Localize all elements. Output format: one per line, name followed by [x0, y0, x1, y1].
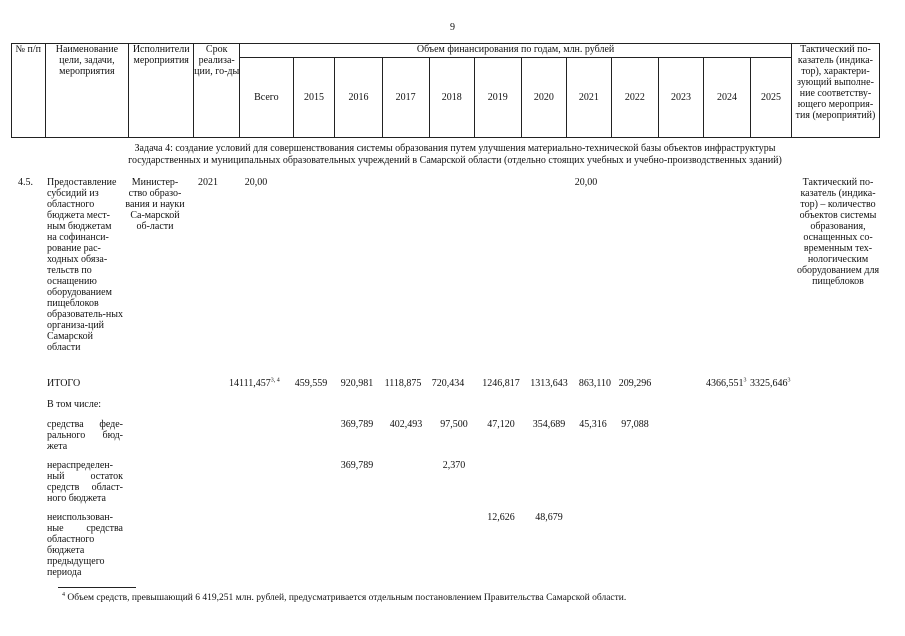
itogo-2018: 720,434 — [431, 378, 465, 389]
itogo-2020: 1313,643 — [530, 378, 568, 389]
unallocated-label: нераспределен-ный остаток средств област-ного бюджета — [47, 460, 123, 504]
federal-2020: 354,689 — [532, 419, 566, 430]
header-year: 2019 — [474, 58, 521, 138]
unallocated-2018: 2,370 — [442, 460, 466, 471]
header-indicator: Тактический по-казатель (индика-тор), характери-зующий выполне-ние соответству-ющего мероприя-тия (мероприятий) — [791, 44, 879, 138]
footnote — [62, 593, 626, 603]
header-term: Срок реализа-ции, го-ды — [194, 44, 240, 138]
task-line-1: Задача 4: создание условий для совершенствования системы образования путем улучшения материально-технической базы объектов инфраструктуры — [134, 143, 776, 154]
task-line-2: государственных и муниципальных образовательных учреждений в Самарской области (отдельно стоящих учебных и учебно-производственных зданий) — [128, 155, 782, 166]
row-term: 2021 — [198, 177, 218, 188]
row-indicator: Тактический по-казатель (индика-тор) – количество объектов системы образования, оснащенных со-временным тех-нологическим оборудованием для пищеблоков — [796, 177, 880, 287]
header-num: № п/п — [12, 44, 46, 138]
federal-2018: 97,500 — [440, 419, 468, 430]
itogo-2025: 3325,646$^3$ — [750, 377, 791, 389]
unused-2019: 12,626 — [487, 512, 515, 523]
federal-2019: 47,120 — [487, 419, 515, 430]
footnote-mark: 4 — [62, 591, 65, 598]
itogo-2024: 4366,551$^3$ — [706, 377, 747, 389]
row-executor: Министер-ство образо-вания и науки Са-марской об-ласти — [125, 177, 185, 232]
header-year: 2021 — [566, 58, 611, 138]
row-name: Предоставление субсидий из областного бюджета мест-ным бюджетам на софинанси-рование рас-ходных обяза-тельств по оснащению оборудованием пищеблоков образователь-ных организа-ций Самарской области — [47, 177, 123, 353]
itogo-2015: 459,559 — [294, 378, 328, 389]
header-table — [11, 43, 880, 138]
federal-2022: 97,088 — [621, 419, 649, 430]
header-year: 2018 — [429, 58, 474, 138]
header-year: 2020 — [521, 58, 566, 138]
federal-2016: 369,789 — [340, 419, 374, 430]
federal-2017: 402,493 — [389, 419, 423, 430]
unused-label: неиспользован-ные средства областного бюджета предыдущего периода — [47, 512, 123, 578]
footnote-text: Объем средств, превышающий 6 419,251 млн. рублей, предусматривается отдельным постановлением Правительства Самарской области. — [67, 593, 627, 603]
header-year: 2024 — [703, 58, 750, 138]
header-year: 2017 — [382, 58, 429, 138]
federal-label: средства феде-рального бюд-жета — [47, 419, 123, 452]
header-year: 2025 — [751, 58, 792, 138]
header-year: 2016 — [335, 58, 382, 138]
unallocated-2016: 369,789 — [340, 460, 374, 471]
itogo-2017: 1118,875 — [384, 378, 422, 389]
itogo-2016: 920,981 — [340, 378, 374, 389]
header-name: Наименование цели, задачи, мероприятия — [45, 44, 129, 138]
including-label: В том числе: — [47, 399, 102, 410]
itogo-2019: 1246,817 — [482, 378, 520, 389]
header-year: 2015 — [293, 58, 335, 138]
row-2021: 20,00 — [574, 177, 598, 188]
header-year: 2023 — [658, 58, 703, 138]
footnote-divider — [58, 587, 136, 588]
header-year: 2022 — [611, 58, 658, 138]
page-number: 9 — [450, 22, 455, 33]
row-total: 20,00 — [244, 177, 268, 188]
row-number: 4.5. — [18, 177, 33, 188]
header-total: Всего — [240, 58, 293, 138]
task-heading — [60, 143, 850, 167]
header-funding: Объем финансирования по годам, млн. рублей — [240, 44, 792, 58]
unused-2020: 48,679 — [535, 512, 563, 523]
itogo-total-sup: 3, 4 — [270, 377, 280, 384]
itogo-2022: 209,296 — [618, 378, 652, 389]
itogo-total: 14111,457$^{3, 4}$ — [229, 377, 280, 389]
itogo-label: ИТОГО — [47, 378, 81, 389]
itogo-2021: 863,110 — [578, 378, 612, 389]
header-executors: Исполнители мероприятия — [129, 44, 194, 138]
federal-2021: 45,316 — [579, 419, 607, 430]
